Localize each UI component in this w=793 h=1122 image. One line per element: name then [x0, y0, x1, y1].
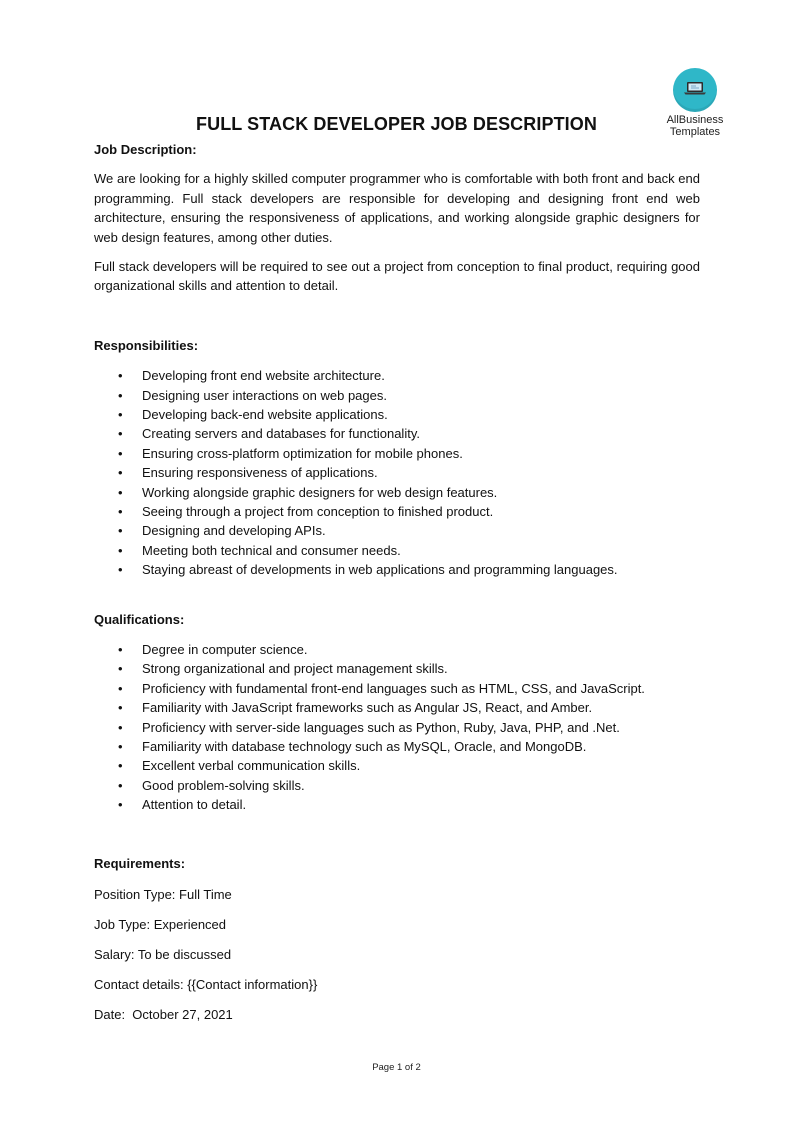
list-item: • Seeing through a project from conception to finished product. — [118, 503, 494, 519]
qualifications-heading: Qualifications: — [94, 611, 185, 627]
requirements-heading: Requirements: — [94, 856, 186, 872]
salary-line: Salary: To be discussed — [94, 946, 232, 962]
list-item: • Developing front end website architecture. — [118, 368, 385, 384]
list-item: • Staying abreast of developments in web applications and programming languages. — [118, 562, 618, 578]
list-item: • Degree in computer science. — [118, 641, 308, 657]
list-item: • Creating servers and databases for functionality. — [118, 426, 420, 442]
list-item: • Proficiency with fundamental front-end languages such as HTML, CSS, and JavaScript. — [118, 680, 645, 696]
list-item: • Designing user interactions on web pages. — [118, 387, 387, 403]
list-item: • Developing back-end website applications. — [118, 407, 388, 423]
position-type-line: Position Type: Full Time — [94, 886, 232, 902]
logo-line-2: Templates — [669, 126, 721, 138]
list-item: • Working alongside graphic designers for web design features. — [118, 484, 498, 500]
list-item: • Meeting both technical and consumer needs. — [118, 542, 401, 558]
document-title: FULL STACK DEVELOPER JOB DESCRIPTION — [196, 114, 597, 134]
laptop-icon — [684, 81, 706, 95]
list-item: • Familiarity with JavaScript frameworks such as Angular JS, React, and Amber. — [118, 700, 593, 716]
list-item: • Ensuring cross-platform optimization for mobile phones. — [118, 445, 463, 461]
job-description-paragraph-2: Full stack developers will be required to see out a project from conception to final product, requiring good organizational skills and attention to detail. — [94, 259, 700, 294]
responsibilities-heading: Responsibilities: — [94, 337, 199, 353]
logo-badge — [673, 68, 717, 112]
job-description-paragraph-1: We are looking for a highly skilled computer programmer who is comfortable with both front and back end programming. Full stack developers are responsible for developing and designing front end web architecture, ensuring the responsiveness of applications, and working alongside graphic designers for web design features, among other duties. — [94, 171, 700, 245]
list-item: • Proficiency with server-side languages such as Python, Ruby, Java, PHP, and .Net. — [118, 719, 620, 735]
page-number: Page 1 of 2 — [372, 1062, 421, 1073]
contact-details-line: Contact details: {{Contact information}} — [94, 976, 318, 992]
responsibilities-list — [94, 366, 700, 579]
list-item: • Attention to detail. — [118, 797, 247, 813]
list-item: • Excellent verbal communication skills. — [118, 758, 361, 774]
document-body — [94, 140, 700, 1035]
qualifications-list — [94, 640, 700, 815]
job-type-line: Job Type: Experienced — [94, 916, 227, 932]
logo-line-1: AllBusiness — [666, 114, 724, 126]
list-item: • Designing and developing APIs. — [118, 523, 326, 539]
list-item: • Strong organizational and project management skills. — [118, 661, 448, 677]
date-line: Date: October 27, 2021 — [94, 1006, 233, 1022]
job-description-heading: Job Description: — [94, 142, 197, 157]
list-item: • Ensuring responsiveness of applications. — [118, 465, 378, 481]
list-item: • Good problem-solving skills. — [118, 777, 305, 793]
list-item: • Familiarity with database technology such as MySQL, Oracle, and MongoDB. — [118, 738, 587, 754]
